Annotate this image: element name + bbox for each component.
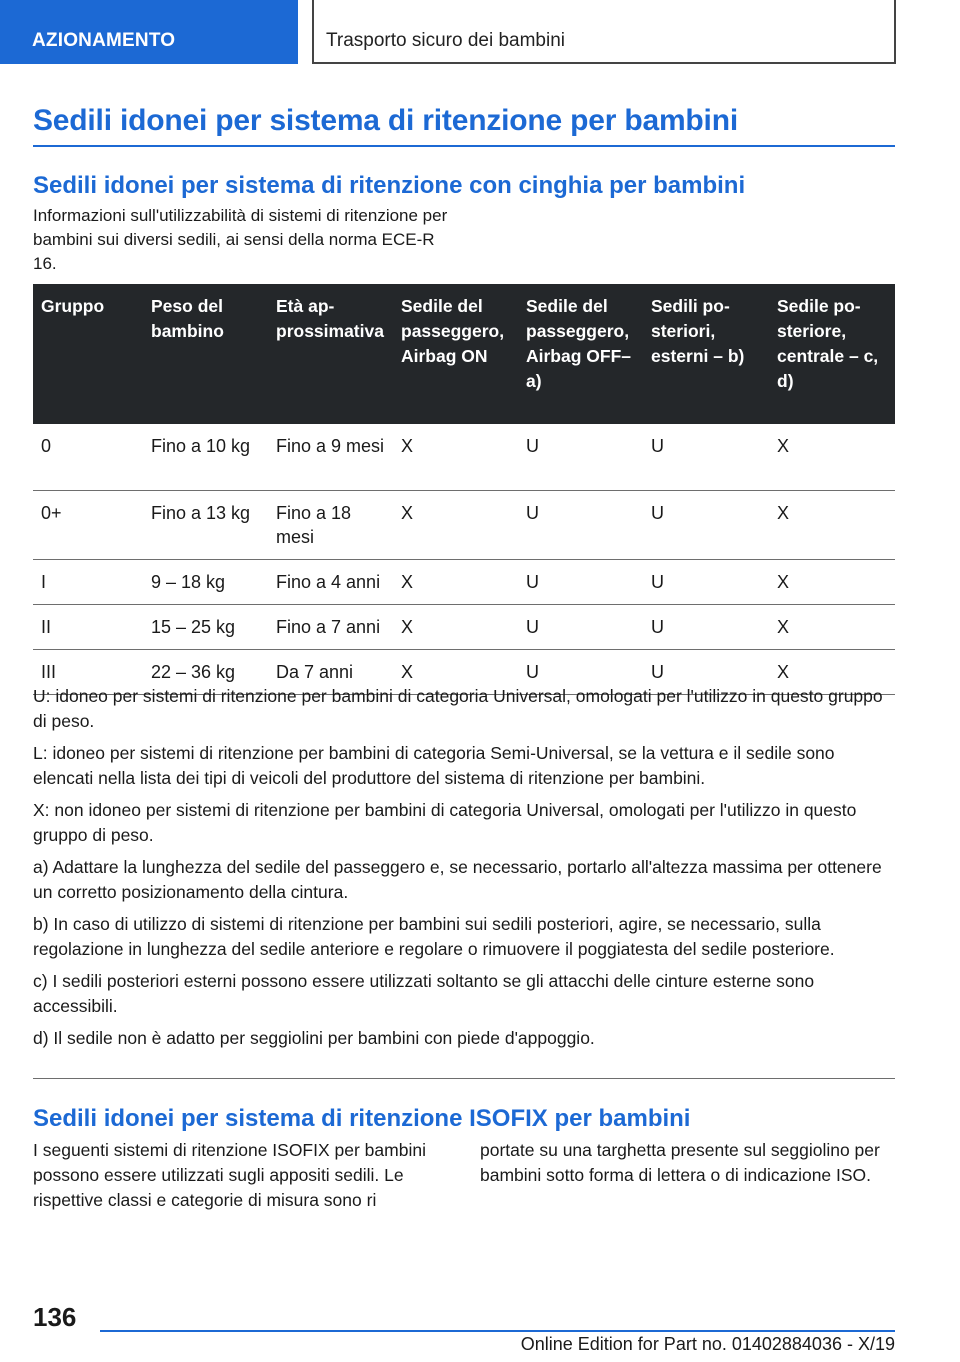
table-cell: U (643, 424, 769, 490)
header-weight: Peso del bambino (143, 284, 268, 424)
table-cell: Fino a 18 mesi (268, 490, 393, 559)
table-cell: Da 7 anni (268, 649, 393, 694)
table-cell: X (393, 490, 518, 559)
seat-suitability-table (33, 284, 895, 695)
table-cell: Fino a 13 kg (143, 490, 268, 559)
note-item: L: idoneo per sistemi di ritenzione per bambini di categoria Semi-Universal, se la vettura e il sedile sono elencati nella lista dei tipi di veicoli del produttore del sistema di ritenzione per bambini. (33, 743, 835, 788)
note-item: U: idoneo per sistemi di ritenzione per bambini di categoria Universal, omologati per l'utilizzo in questo gruppo di peso. (33, 686, 883, 731)
header-rear-outer: Sedili posteriori, esterni – b) (643, 284, 769, 424)
section-title-isofix: Sedili idonei per sistema di ritenzione ISOFIX per bambini (33, 1105, 691, 1132)
table-cell: II (33, 604, 143, 649)
table-cell: 22 – 36 kg (143, 649, 268, 694)
page-number: 136 (33, 1302, 77, 1332)
table-cell: U (518, 604, 643, 649)
edition-note: Online Edition for Part no. 01402884036 - X/19 (520, 1334, 895, 1354)
table-cell: 0 (33, 424, 143, 490)
table-cell: I (33, 559, 143, 604)
table-cell: Fino a 4 anni (268, 559, 393, 604)
table-cell: U (518, 424, 643, 490)
note-item: b) In caso di utilizzo di sistemi di ritenzione per bambini sui sedili posteriori, agire, se necessario, sulla regolazione in lunghezza del sedile anteriore e regolare o rimuovere il poggiatesta del sedile posteriore. (33, 914, 835, 959)
header-group: Gruppo (33, 284, 143, 424)
note-item: d) Il sedile non è adatto per seggiolini per bambini con piede d'appoggio. (33, 1028, 595, 1048)
table-cell: X (769, 490, 895, 559)
isofix-text-left: I seguenti sistemi di ritenzione ISOFIX per bambini possono essere utilizzati sugli appositi sedili. Le rispettive classi e categorie di misura sono ri (33, 1140, 426, 1210)
table-cell: X (393, 559, 518, 604)
table-cell: U (643, 490, 769, 559)
section-title-belt: Sedili idonei per sistema di ritenzione con cinghia per bambini (33, 172, 746, 199)
page-header (0, 0, 960, 66)
table-row (33, 604, 895, 649)
page-title: Sedili idonei per sistema di ritenzione per bambini (33, 104, 738, 137)
table-cell: Fino a 10 kg (143, 424, 268, 490)
table-cell: X (769, 649, 895, 694)
note-item: a) Adattare la lunghezza del sedile del passeggero e, se necessario, portarlo all'altezza massima per ottenere un corretto posizionamento della cintura. (33, 857, 882, 902)
title-divider (33, 145, 895, 147)
table-cell: Fino a 9 mesi (268, 424, 393, 490)
footer-divider (100, 1330, 895, 1332)
table-cell: X (769, 559, 895, 604)
isofix-text-right: portate su una targhetta presente sul seggiolino per bambini sotto forma di lettera o di indicazione ISO. (480, 1140, 880, 1185)
table-cell: X (769, 604, 895, 649)
table-cell: III (33, 649, 143, 694)
table-cell: U (518, 649, 643, 694)
table-cell: X (393, 649, 518, 694)
table-cell: X (393, 424, 518, 490)
table-row (33, 559, 895, 604)
header-passenger-airbag-on: Sedile del passeggero, Airbag ON (393, 284, 518, 424)
chapter-title: Trasporto sicuro dei bambini (312, 0, 896, 64)
table-cell: U (518, 490, 643, 559)
table-cell: 9 – 18 kg (143, 559, 268, 604)
table-cell: U (518, 559, 643, 604)
section-tab: AZIONAMENTO (0, 0, 298, 64)
table-header-row (33, 284, 895, 424)
table-cell: U (643, 649, 769, 694)
section-intro: Informazioni sull'utilizzabilità di sistemi di ritenzione per bambini sui diversi sedili, ai sensi della norma ECE-R 16. (33, 206, 448, 273)
table-cell: 15 – 25 kg (143, 604, 268, 649)
note-item: X: non idoneo per sistemi di ritenzione per bambini di categoria Universal, omologati per l'utilizzo in questo gruppo di peso. (33, 800, 857, 845)
header-age: Età approssimativa (268, 284, 393, 424)
table-cell: 0+ (33, 490, 143, 559)
header-rear-center: Sedile posteriore, centrale – c, d) (769, 284, 895, 424)
table-notes (33, 684, 895, 1058)
table-cell: Fino a 7 anni (268, 604, 393, 649)
table-row (33, 490, 895, 559)
table-cell: X (769, 424, 895, 490)
table-cell: U (643, 604, 769, 649)
header-passenger-airbag-off: Sedile del passeggero, Airbag OFF– a) (518, 284, 643, 424)
notes-divider (33, 1078, 895, 1079)
table-row (33, 424, 895, 490)
table-cell: X (393, 604, 518, 649)
table-cell: U (643, 559, 769, 604)
note-item: c) I sedili posteriori esterni possono essere utilizzati soltanto se gli attacchi delle cinture esterne sono accessibili. (33, 971, 815, 1016)
